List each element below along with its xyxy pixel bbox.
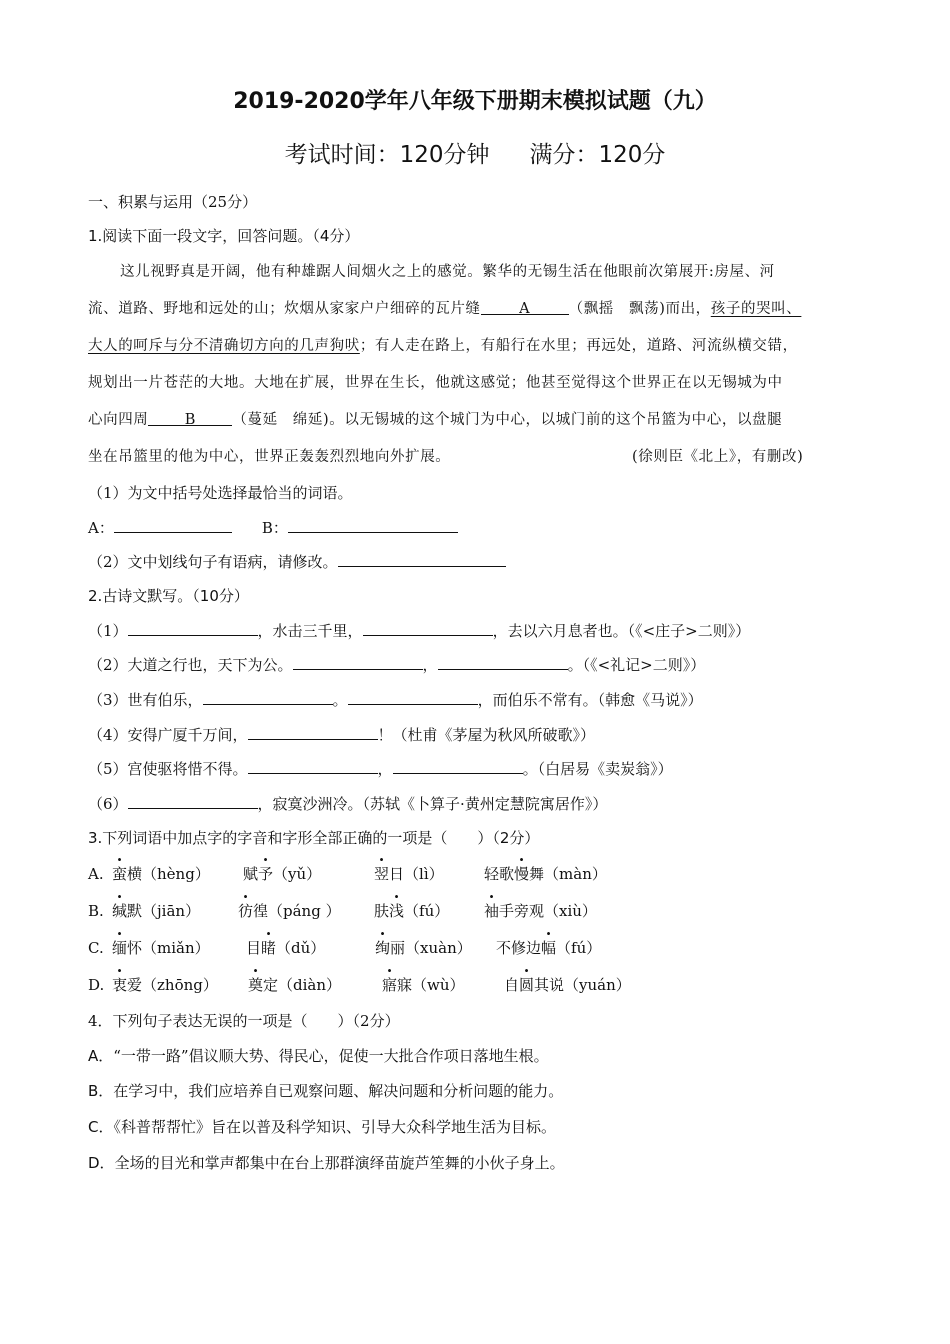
passage-text: 坐在吊篮里的他为中心，世界正轰轰烈烈地向外扩展。 — [88, 449, 451, 465]
word-item: 彷徨（páng ） — [238, 902, 341, 920]
blank-b[interactable]: B — [148, 410, 232, 426]
passage-text: ；有人走在路上，有船行在水里；再远处，道路、河流纵横交错， — [359, 338, 798, 354]
q4-option-d[interactable] — [88, 1153, 950, 1173]
answer-b-field[interactable] — [288, 518, 458, 533]
revision-field[interactable] — [338, 552, 506, 567]
poem-line-4 — [88, 725, 950, 745]
poem-text: （4）安得广厦千万间， — [88, 726, 248, 744]
q1-sub2-text: （2）文中划线句子有语病，请修改。 — [88, 553, 338, 571]
option-text: 全场的目光和掌声都集中在台上那群演绎苗旋芦笙舞的小伙子身上。 — [114, 1154, 565, 1172]
word-item: 目睹（dǔ） — [246, 939, 326, 957]
q4-stem: 4．下列句子表达无误的一项是（ ）（2分） — [88, 1012, 400, 1030]
option-label: D． — [88, 1154, 115, 1172]
answer-b-label: B： — [261, 519, 288, 537]
option-text: 《科普帮帮忙》旨在以普及科学知识、引导大众科学地生活为目标。 — [113, 1118, 556, 1136]
option-label: C. — [88, 939, 104, 957]
poem-text: （5）宫使驱将惜不得。 — [88, 760, 248, 778]
poem-blank[interactable] — [438, 655, 568, 670]
poem-blank[interactable] — [293, 655, 423, 670]
option-text: 在学习中，我们应培养自已观察问题、解决问题和分析问题的能力。 — [113, 1082, 564, 1100]
q3-stem: 3.下列词语中加点字的字音和字形全部正确的一项是（ ）（2分） — [88, 829, 540, 847]
poem-text: （2）大道之行也，天下为公。 — [88, 656, 293, 674]
poem-text: ！（杜甫《茅屋为秋风所破歌》） — [377, 726, 596, 744]
poem-blank[interactable] — [128, 794, 258, 809]
poem-text: ，而伯乐不常有。（韩愈《马说》） — [477, 691, 703, 709]
poem-text: （1） — [88, 622, 128, 640]
poem-text: ，水击三千里， — [257, 622, 363, 640]
underlined-sentence: 大人的呵斥与分不清确切方向的几声狗吠 — [88, 338, 360, 354]
q3-option-d[interactable] — [88, 975, 950, 999]
word-item: 轻歌慢舞（màn） — [484, 865, 607, 883]
poem-line-1 — [88, 621, 950, 641]
poem-text: ，寂寞沙洲冷。（苏轼《卜算子·黄州定慧院寓居作》） — [257, 795, 608, 813]
word-item: 寤寐（wù） — [382, 976, 465, 994]
word-item: 缄默（jiān） — [112, 902, 201, 920]
full-marks: 满分：120分 — [529, 142, 666, 168]
q1-sub1: （1）为文中括号处选择最恰当的词语。 — [88, 484, 353, 502]
poem-text: 。 — [332, 691, 348, 709]
poem-text: 。（白居易《卖炭翁》） — [522, 760, 673, 778]
answer-a-label: A： — [88, 519, 114, 537]
poem-line-5 — [88, 759, 950, 779]
passage-line-5 — [88, 410, 950, 430]
exam-time: 考试时间：120分钟 — [284, 142, 490, 168]
poem-text: ，去以六月息者也。（《<庄子>二则》） — [492, 622, 751, 640]
option-label: D. — [88, 976, 105, 994]
blank-a[interactable]: A — [481, 299, 569, 315]
q3-option-c[interactable] — [88, 938, 950, 962]
option-text: “一带一路”倡议顺大势、得民心，促使一大批合作项日落地生根。 — [113, 1047, 549, 1065]
poem-blank[interactable] — [393, 759, 523, 774]
option-label: C． — [88, 1118, 114, 1136]
word-item: 袖手旁观（xiù） — [484, 902, 597, 920]
poem-blank[interactable] — [348, 690, 478, 705]
poem-blank[interactable] — [248, 759, 378, 774]
word-item: 自圆其说（yuán） — [504, 976, 631, 994]
passage-line-2 — [88, 299, 950, 319]
page-title: 2019-2020学年八年级下册期末模拟试题（九） — [233, 89, 717, 114]
exam-info — [0, 136, 950, 169]
q4-option-c[interactable] — [88, 1117, 950, 1137]
passage-text: （飘摇 飘荡)而出， — [568, 301, 711, 317]
passage-source: (徐则臣《北上》，有删改) — [632, 449, 804, 465]
poem-line-2 — [88, 655, 950, 675]
word-item: 赋予（yǔ） — [243, 865, 322, 883]
option-label: B． — [88, 1082, 114, 1100]
word-item: 奠定（diàn） — [248, 976, 342, 994]
poem-text: （3）世有伯乐， — [88, 691, 203, 709]
option-label: B. — [88, 902, 104, 920]
q3-option-a[interactable] — [88, 864, 950, 888]
passage-line-4: 规划出一片苍茫的大地。大地在扩展，世界在生长，他就这感觉；他甚至觉得这个世界正在以无锡城为中 — [88, 375, 783, 391]
word-item: 缅怀（miǎn） — [112, 939, 210, 957]
poem-blank[interactable] — [128, 621, 258, 636]
q1-stem: 1.阅读下面一段文字，回答问题。（4分） — [88, 227, 360, 245]
underlined-sentence: 孩子的哭叫、 — [710, 301, 802, 317]
poem-blank[interactable] — [248, 725, 378, 740]
q1-sub2 — [88, 552, 950, 572]
poem-blank[interactable] — [203, 690, 333, 705]
word-item: 翌日（lì） — [374, 865, 444, 883]
word-item: 蛮横（hèng） — [112, 865, 210, 883]
q1-answer-row — [88, 518, 950, 538]
option-label: A． — [88, 1047, 114, 1065]
poem-line-3 — [88, 690, 950, 710]
poem-text: ， — [422, 656, 438, 674]
poem-text: 。（《<礼记>二则》） — [567, 656, 706, 674]
passage-text: 流、道路、野地和远处的山；炊烟从家家户户细碎的瓦片缝 — [88, 301, 481, 317]
word-item: 衷爱（zhōng） — [112, 976, 218, 994]
q2-stem: 2.古诗文默写。（10分） — [88, 587, 249, 605]
section-heading: 一、积累与运用（25分） — [88, 193, 258, 211]
q4-option-a[interactable] — [88, 1046, 950, 1066]
q3-option-b[interactable] — [88, 901, 950, 925]
poem-line-6 — [88, 794, 950, 814]
passage-line-3 — [88, 336, 950, 356]
q4-option-b[interactable] — [88, 1081, 950, 1101]
word-item: 绚丽（xuàn） — [375, 939, 472, 957]
passage-text: 心向四周 — [88, 412, 149, 428]
word-item: 肤浅（fú） — [374, 902, 450, 920]
option-label: A. — [88, 865, 104, 883]
answer-a-field[interactable] — [114, 518, 232, 533]
passage-text: （蔓延 绵延)。以无锡城的这个城门为中心，以城门前的这个吊篮为中心，以盘腿 — [232, 412, 783, 428]
poem-text: （6） — [88, 795, 128, 813]
passage-line-1: 这儿视野真是开阔，他有种雄踞人间烟火之上的感觉。繁华的无锡生活在他眼前次第展开:房屋、河 — [120, 264, 775, 280]
word-item: 不修边幅（fú） — [496, 939, 602, 957]
poem-text: ， — [377, 760, 393, 778]
poem-blank[interactable] — [363, 621, 493, 636]
